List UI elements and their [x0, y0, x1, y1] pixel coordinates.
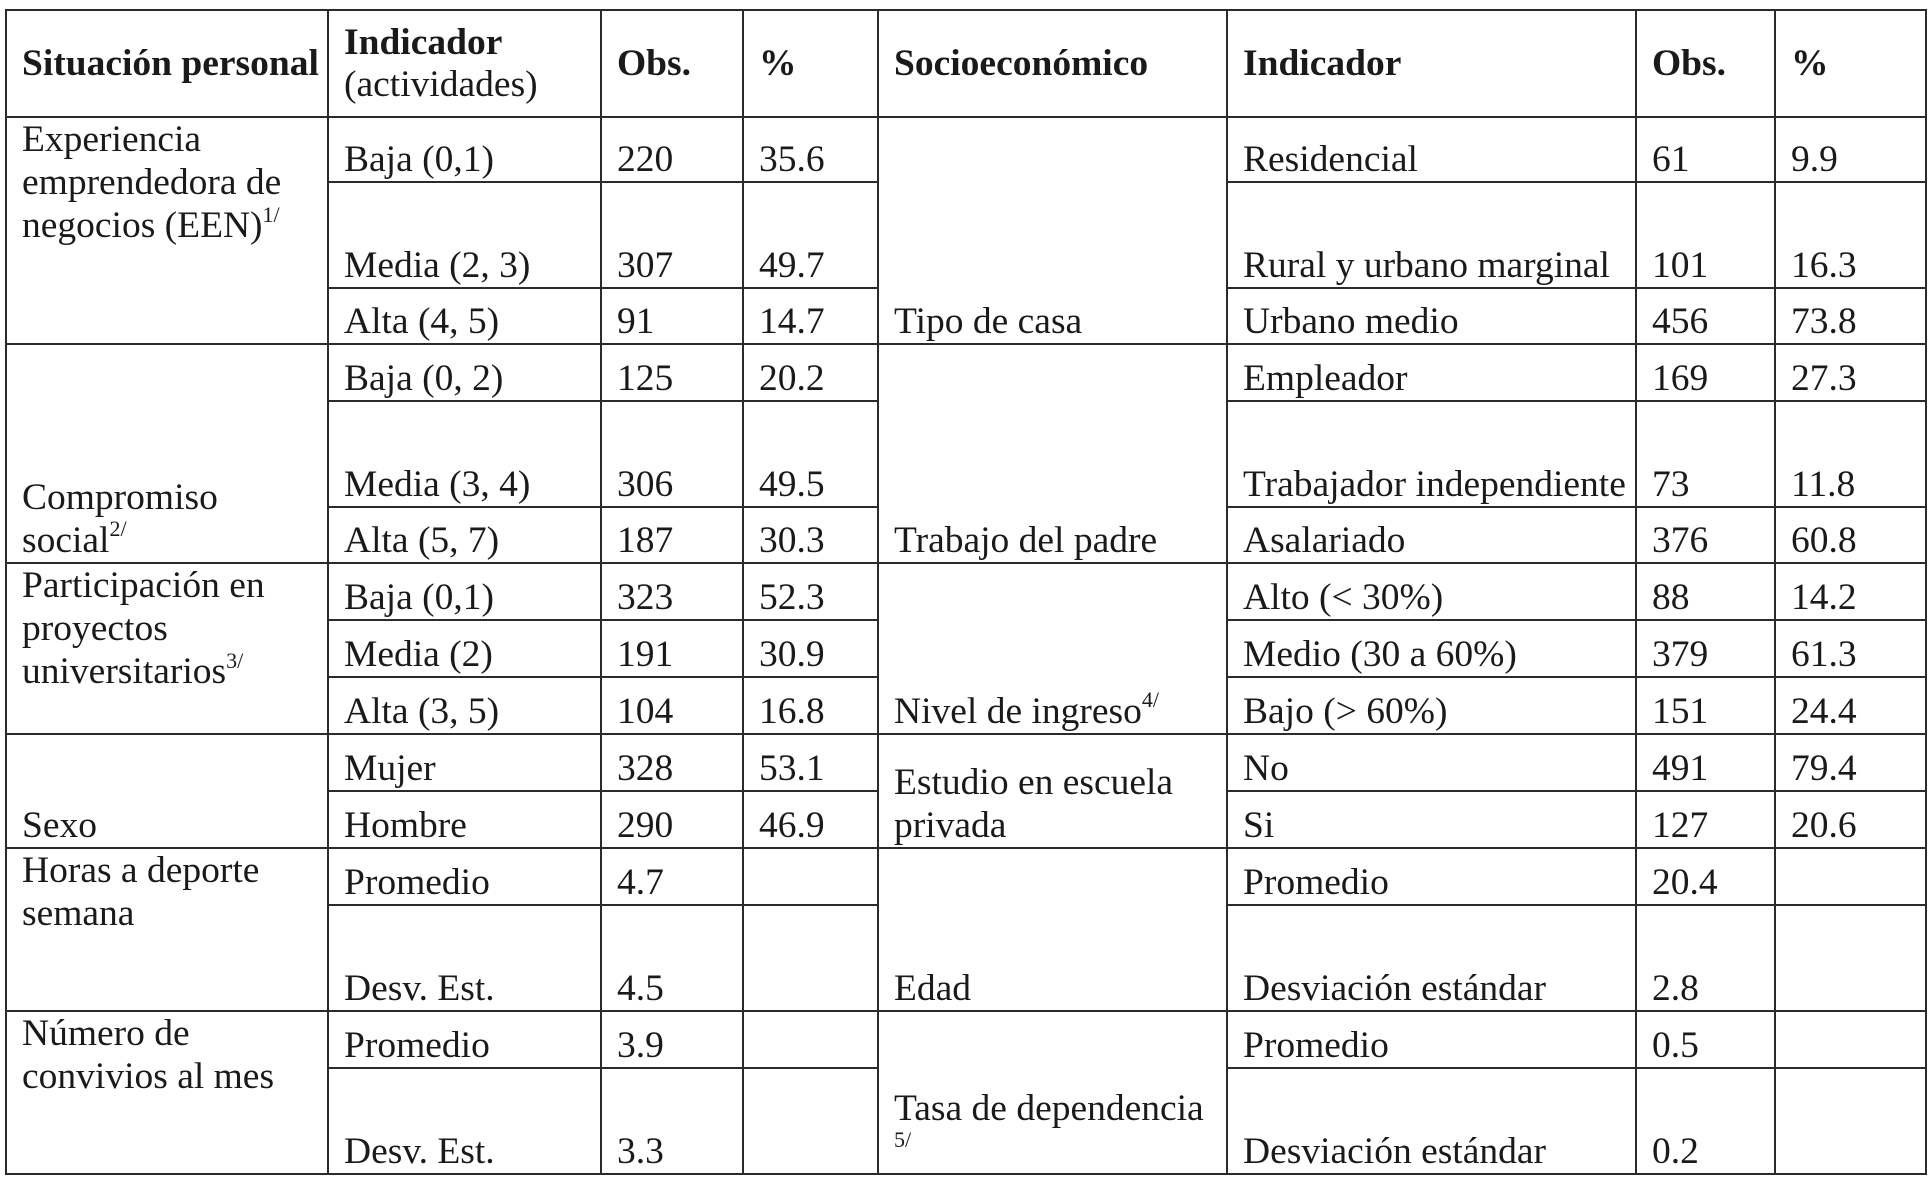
- pct-cell: 16.8: [743, 677, 878, 734]
- obs-cell: 101: [1636, 182, 1775, 288]
- indicator-cell: Desv. Est.: [328, 905, 601, 1011]
- header-indicador-right: Indicador: [1227, 10, 1636, 117]
- pct-cell: 61.3: [1775, 620, 1926, 677]
- obs-cell: 379: [1636, 620, 1775, 677]
- table-row: [6, 344, 1926, 401]
- indicator-cell: Alta (5, 7): [328, 507, 601, 563]
- pct-cell: 16.3: [1775, 182, 1926, 288]
- indicator-cell: Urbano medio: [1227, 288, 1636, 344]
- obs-cell: 4.5: [601, 905, 743, 1011]
- pct-cell: [743, 1068, 878, 1174]
- obs-cell: 2.8: [1636, 905, 1775, 1011]
- obs-cell: 61: [1636, 117, 1775, 182]
- pct-cell: [1775, 1068, 1926, 1174]
- obs-cell: 73: [1636, 401, 1775, 507]
- footnote-marker: 2/: [109, 516, 127, 542]
- pct-cell: 24.4: [1775, 677, 1926, 734]
- indicator-cell: Baja (0,1): [328, 117, 601, 182]
- pct-cell: 27.3: [1775, 344, 1926, 401]
- obs-cell: 323: [601, 563, 743, 620]
- obs-cell: 3.3: [601, 1068, 743, 1174]
- header-obs-right: Obs.: [1636, 10, 1775, 117]
- table-row: [6, 563, 1926, 620]
- obs-cell: 290: [601, 791, 743, 848]
- obs-cell: 4.7: [601, 848, 743, 905]
- obs-cell: 328: [601, 734, 743, 791]
- obs-cell: 306: [601, 401, 743, 507]
- obs-cell: 125: [601, 344, 743, 401]
- header-socioeconomico: Socioeconómico: [878, 10, 1227, 117]
- pct-cell: 73.8: [1775, 288, 1926, 344]
- obs-cell: 88: [1636, 563, 1775, 620]
- header-indicador-left-title: Indicador: [344, 22, 503, 64]
- pct-cell: 46.9: [743, 791, 878, 848]
- indicator-cell: Promedio: [328, 848, 601, 905]
- obs-cell: 91: [601, 288, 743, 344]
- indicator-cell: Alta (4, 5): [328, 288, 601, 344]
- indicator-cell: Empleador: [1227, 344, 1636, 401]
- table-row: [6, 1011, 1926, 1068]
- pct-cell: [1775, 848, 1926, 905]
- indicator-cell: Desv. Est.: [328, 1068, 601, 1174]
- indicator-cell: Trabajador independiente: [1227, 401, 1636, 507]
- footnote-marker: 4/: [1141, 687, 1159, 713]
- pct-cell: 49.7: [743, 182, 878, 288]
- group-label-sexo: Sexo: [6, 734, 328, 848]
- obs-cell: 169: [1636, 344, 1775, 401]
- group-label-horas-deporte: Horas a deporte semana: [6, 848, 328, 1011]
- descriptive-statistics-table: [5, 9, 1927, 1175]
- pct-cell: 49.5: [743, 401, 878, 507]
- pct-cell: 20.6: [1775, 791, 1926, 848]
- obs-cell: 0.5: [1636, 1011, 1775, 1068]
- group-label-tipo-casa: Tipo de casa: [878, 117, 1227, 344]
- obs-cell: 456: [1636, 288, 1775, 344]
- obs-cell: 491: [1636, 734, 1775, 791]
- indicator-cell: Media (3, 4): [328, 401, 601, 507]
- obs-cell: 220: [601, 117, 743, 182]
- pct-cell: 20.2: [743, 344, 878, 401]
- group-label-compromiso: Compromiso social$^{2/}$: [6, 344, 328, 563]
- pct-cell: 14.7: [743, 288, 878, 344]
- table-row: [6, 848, 1926, 905]
- indicator-cell: Alto (< 30%): [1227, 563, 1636, 620]
- header-pct-right: %: [1775, 10, 1926, 117]
- obs-cell: 191: [601, 620, 743, 677]
- obs-cell: 187: [601, 507, 743, 563]
- indicator-cell: Baja (0,1): [328, 563, 601, 620]
- indicator-cell: Rural y urbano marginal: [1227, 182, 1636, 288]
- pct-cell: [743, 905, 878, 1011]
- header-pct-left: %: [743, 10, 878, 117]
- header-obs-left: Obs.: [601, 10, 743, 117]
- pct-cell: 30.3: [743, 507, 878, 563]
- pct-cell: 9.9: [1775, 117, 1926, 182]
- group-label-participacion: Participación en proyectos universitarios$^{3/}$: [6, 563, 328, 734]
- obs-cell: 3.9: [601, 1011, 743, 1068]
- indicator-cell: Desviación estándar: [1227, 1068, 1636, 1174]
- indicator-cell: Bajo (> 60%): [1227, 677, 1636, 734]
- pct-cell: [1775, 905, 1926, 1011]
- indicator-cell: Baja (0, 2): [328, 344, 601, 401]
- pct-cell: 52.3: [743, 563, 878, 620]
- pct-cell: 79.4: [1775, 734, 1926, 791]
- pct-cell: 30.9: [743, 620, 878, 677]
- indicator-cell: No: [1227, 734, 1636, 791]
- header-row: [6, 10, 1926, 117]
- group-label-convivios: Número de convivios al mes: [6, 1011, 328, 1174]
- footnote-marker: 3/: [226, 647, 244, 673]
- obs-cell: 307: [601, 182, 743, 288]
- pct-cell: 14.2: [1775, 563, 1926, 620]
- group-label-een: Experiencia emprendedora de negocios (EEN)$^{1/}$: [6, 117, 328, 344]
- table-row: [6, 117, 1926, 182]
- obs-cell: 127: [1636, 791, 1775, 848]
- indicator-cell: Hombre: [328, 791, 601, 848]
- header-indicador-left: [328, 10, 601, 117]
- indicator-cell: Residencial: [1227, 117, 1636, 182]
- indicator-cell: Mujer: [328, 734, 601, 791]
- obs-cell: 20.4: [1636, 848, 1775, 905]
- group-label-edad: Edad: [878, 848, 1227, 1011]
- obs-cell: 376: [1636, 507, 1775, 563]
- indicator-cell: Desviación estándar: [1227, 905, 1636, 1011]
- indicator-cell: Promedio: [328, 1011, 601, 1068]
- pct-cell: 53.1: [743, 734, 878, 791]
- indicator-cell: Promedio: [1227, 848, 1636, 905]
- indicator-cell: Medio (30 a 60%): [1227, 620, 1636, 677]
- group-label-escuela-privada: Estudio en escuela privada: [878, 734, 1227, 848]
- footnote-marker: 5/: [894, 1127, 912, 1153]
- obs-cell: 151: [1636, 677, 1775, 734]
- table-row: [6, 734, 1926, 791]
- indicator-cell: Media (2, 3): [328, 182, 601, 288]
- pct-cell: 11.8: [1775, 401, 1926, 507]
- header-situacion: Situación personal: [6, 10, 328, 117]
- pct-cell: [1775, 1011, 1926, 1068]
- indicator-cell: Alta (3, 5): [328, 677, 601, 734]
- group-label-tasa-dependencia: Tasa de dependencia $^{5/}$: [878, 1011, 1227, 1174]
- obs-cell: 104: [601, 677, 743, 734]
- obs-cell: 0.2: [1636, 1068, 1775, 1174]
- pct-cell: 60.8: [1775, 507, 1926, 563]
- pct-cell: [743, 848, 878, 905]
- group-label-nivel-ingreso: Nivel de ingreso$^{4/}$: [878, 563, 1227, 734]
- indicator-cell: Asalariado: [1227, 507, 1636, 563]
- footnote-marker: 1/: [262, 201, 280, 227]
- indicator-cell: Si: [1227, 791, 1636, 848]
- indicator-cell: Media (2): [328, 620, 601, 677]
- group-label-trabajo-padre: Trabajo del padre: [878, 344, 1227, 563]
- pct-cell: [743, 1011, 878, 1068]
- pct-cell: 35.6: [743, 117, 878, 182]
- indicator-cell: Promedio: [1227, 1011, 1636, 1068]
- header-indicador-left-subtitle: (actividades): [344, 63, 538, 105]
